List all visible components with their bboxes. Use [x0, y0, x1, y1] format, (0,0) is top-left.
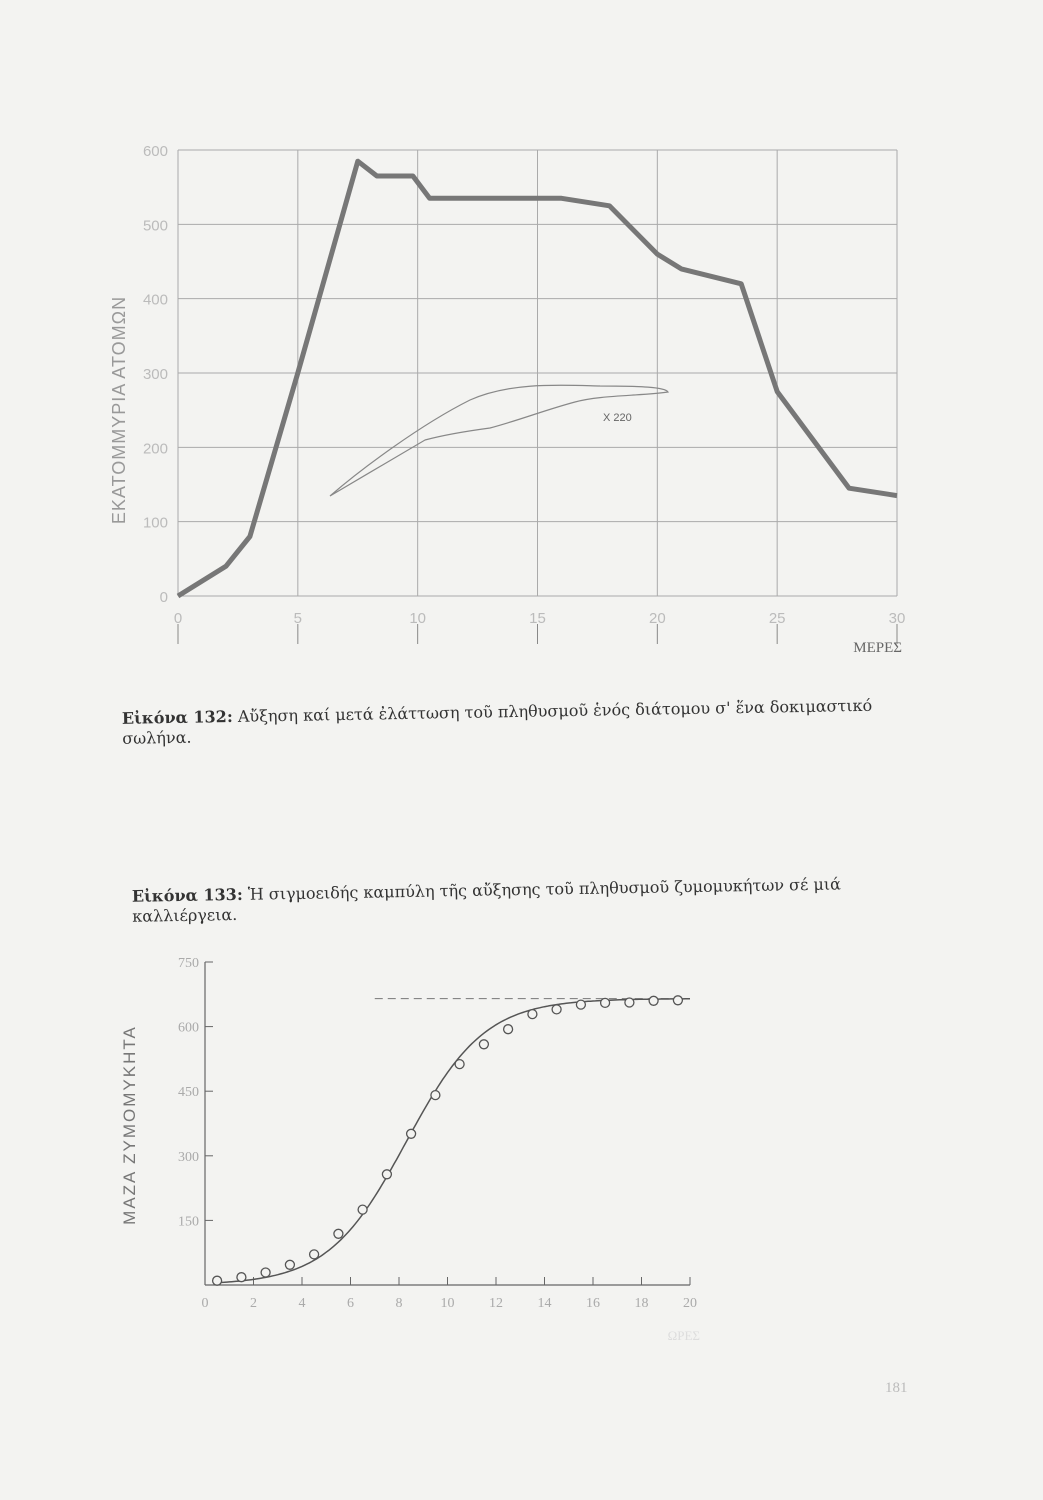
figure-132-text: Αὔξηση καί μετά ἐλάττωση τοῦ πληθυσμοῦ ἑνός διάτομου σ' ἕνα δοκιμαστικό σωλήνα.: [122, 695, 873, 748]
chart1-y-tick-200: 200: [142, 440, 168, 458]
chart1-x-axis-label: ΜΕΡΕΣ: [853, 640, 902, 656]
chart2-x-tick-12: 12: [489, 1296, 503, 1311]
chart2-x-tick-2: 2: [250, 1296, 257, 1311]
chart2-x-tick-4: 4: [298, 1296, 306, 1311]
chart1-x-tick-20: 20: [648, 610, 666, 627]
population-chart: [109, 143, 905, 656]
chart1-grid: [178, 150, 897, 596]
chart2-data-points: [213, 996, 683, 1285]
page-number: 181: [885, 1380, 908, 1396]
chart2-y-tick-750: 750: [178, 956, 199, 971]
chart2-y-tick-300: 300: [178, 1149, 199, 1165]
chart2-point-4: [310, 1250, 319, 1259]
chart2-y-tick-450: 450: [178, 1085, 199, 1101]
chart2-y-tick-150: 150: [178, 1214, 199, 1230]
chart2-point-12: [504, 1025, 513, 1034]
chart1-x-ticks: [174, 610, 906, 644]
yeast-growth-chart: [120, 956, 700, 1343]
chart2-point-17: [625, 998, 634, 1007]
diatom-cell-outline: [330, 385, 668, 496]
chart2-point-1: [237, 1273, 246, 1282]
chart2-point-11: [479, 1040, 488, 1049]
magnification-label: X 220: [603, 412, 632, 424]
chart2-y-tick-600: 600: [178, 1020, 199, 1036]
chart1-y-tick-400: 400: [142, 291, 168, 309]
chart1-y-tick-500: 500: [142, 217, 168, 235]
chart2-point-15: [576, 1000, 585, 1009]
chart1-y-axis-label: ΕΚΑΤΟΜΜΥΡΙΑ ΑΤΟΜΩΝ: [109, 295, 129, 525]
chart2-x-tick-0: 0: [201, 1296, 209, 1311]
chart2-x-tick-14: 14: [537, 1296, 552, 1311]
figure-133-label: Εἰκόνα 133:: [131, 884, 243, 906]
chart2-point-3: [285, 1260, 294, 1269]
chart2-x-tick-6: 6: [347, 1296, 354, 1311]
chart2-x-tick-16: 16: [586, 1296, 600, 1311]
chart1-y-ticks: [143, 143, 168, 606]
chart1-x-tick-15: 15: [529, 610, 546, 627]
chart2-x-ticks: [202, 1277, 698, 1311]
chart2-y-ticks: [178, 956, 213, 1229]
chart2-point-8: [407, 1129, 416, 1138]
chart1-x-tick-10: 10: [409, 610, 427, 627]
chart2-point-14: [552, 1005, 561, 1014]
chart2-point-7: [382, 1170, 391, 1179]
chart2-point-9: [431, 1091, 440, 1100]
chart2-x-tick-8: 8: [395, 1296, 403, 1311]
chart2-x-tick-18: 18: [634, 1296, 649, 1311]
chart2-point-5: [334, 1229, 343, 1238]
figure-132-label: Εἰκόνα 132:: [121, 706, 233, 728]
chart2-point-10: [455, 1060, 464, 1069]
chart2-point-0: [213, 1276, 222, 1285]
chart2-point-13: [528, 1010, 537, 1019]
chart1-y-tick-600: 600: [142, 143, 168, 160]
chart2-point-19: [673, 996, 682, 1005]
figure-133-text: Ἡ σιγμοειδής καμπύλη τῆς αὔξησης τοῦ πληθυσμοῦ ζυμομυκήτων σέ μιά καλλιέργεια.: [132, 874, 842, 926]
chart1-x-tick-0: 0: [173, 610, 183, 627]
sigmoid-fit-curve: [217, 999, 690, 1283]
chart2-x-tick-20: 20: [683, 1296, 697, 1311]
chart1-x-tick-25: 25: [768, 610, 786, 627]
chart1-x-tick-5: 5: [293, 610, 303, 627]
chart2-point-18: [649, 996, 658, 1005]
chart2-point-6: [358, 1205, 367, 1214]
chart1-y-tick-300: 300: [142, 366, 168, 383]
chart2-point-16: [601, 998, 610, 1007]
chart2-x-tick-10: 10: [440, 1296, 455, 1311]
chart1-y-tick-0: 0: [159, 589, 168, 606]
chart2-x-axis-label: ΩΡΕΣ: [667, 1328, 700, 1343]
chart1-x-tick-30: 30: [888, 610, 906, 627]
chart2-point-2: [261, 1268, 270, 1277]
chart2-y-axis-label: ΜΑΖΑ ΖΥΜΟΜΥΚΗΤΑ: [120, 1025, 139, 1225]
chart1-y-tick-100: 100: [142, 514, 168, 532]
